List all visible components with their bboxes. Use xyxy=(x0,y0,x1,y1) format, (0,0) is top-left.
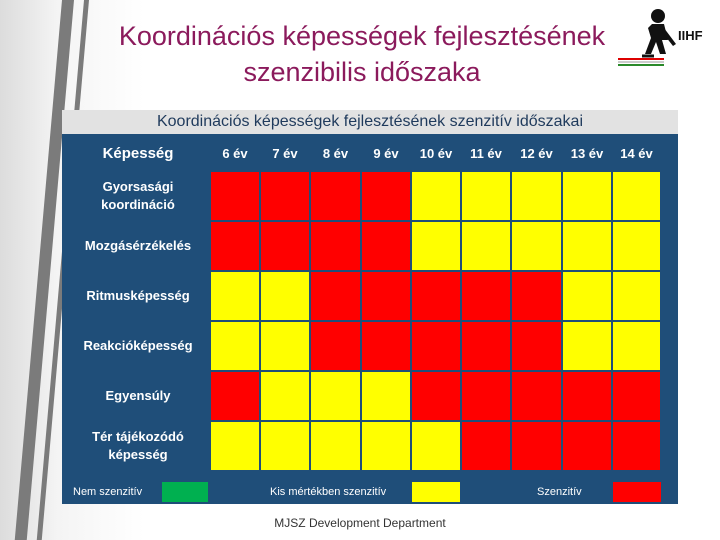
sensitivity-cell xyxy=(562,221,612,271)
table-row xyxy=(66,221,661,271)
sensitivity-cell xyxy=(461,371,511,421)
sensitivity-cell xyxy=(361,171,411,221)
table-row xyxy=(66,371,661,421)
sensitivity-cell xyxy=(612,271,661,321)
corner-header: Képesség xyxy=(66,135,210,171)
age-header: 10 év xyxy=(411,135,461,171)
sensitivity-cell xyxy=(260,171,310,221)
sensitivity-cell xyxy=(210,321,260,371)
iihf-logo xyxy=(618,6,710,68)
sensitivity-cell xyxy=(411,371,461,421)
sensitivity-cell xyxy=(260,221,310,271)
table-row xyxy=(66,321,661,371)
sensitivity-cell xyxy=(210,221,260,271)
table-caption: Koordinációs képességek fejlesztésének szenzitív időszakai xyxy=(62,110,678,134)
sensitivity-cell xyxy=(461,321,511,371)
row-label: Mozgásérzékelés xyxy=(66,221,210,271)
sensitivity-cell xyxy=(461,221,511,271)
sensitivity-cell xyxy=(260,321,310,371)
sensitivity-cell xyxy=(411,221,461,271)
sensitivity-cell xyxy=(310,371,361,421)
sensitivity-cell xyxy=(361,371,411,421)
age-header: 12 év xyxy=(511,135,562,171)
age-header: 9 év xyxy=(361,135,411,171)
sensitivity-cell xyxy=(461,271,511,321)
sensitivity-cell xyxy=(210,371,260,421)
slide-title: Koordinációs képességek fejlesztésének szenzibilis időszaka xyxy=(118,21,606,87)
age-header: 7 év xyxy=(260,135,310,171)
sensitivity-cell xyxy=(411,171,461,221)
table-row xyxy=(66,421,661,471)
sensitivity-cell xyxy=(511,321,562,371)
sensitivity-cell xyxy=(310,271,361,321)
header-row xyxy=(66,135,661,171)
sensitivity-cell xyxy=(361,421,411,471)
sensitivity-cell xyxy=(612,171,661,221)
sensitivity-cell xyxy=(511,421,562,471)
sensitivity-cell xyxy=(612,421,661,471)
sensitivity-cell xyxy=(562,421,612,471)
sensitivity-cell xyxy=(562,321,612,371)
sensitivity-cell xyxy=(411,271,461,321)
age-header: 14 év xyxy=(612,135,661,171)
legend-slightly-sensitive-swatch xyxy=(412,482,460,502)
age-header: 11 év xyxy=(461,135,511,171)
sensitivity-cell xyxy=(361,221,411,271)
logo-text: IIHF xyxy=(678,28,703,43)
sensitivity-cell xyxy=(511,171,562,221)
sensitivity-cell xyxy=(260,271,310,321)
sensitivity-cell xyxy=(210,171,260,221)
row-label: Reakcióképesség xyxy=(66,321,210,371)
row-label: Egyensúly xyxy=(66,371,210,421)
row-label: Ritmusképesség xyxy=(66,271,210,321)
sensitivity-cell xyxy=(411,321,461,371)
age-header: 6 év xyxy=(210,135,260,171)
sensitivity-cell xyxy=(310,171,361,221)
sensitivity-cell xyxy=(310,321,361,371)
sensitivity-cell xyxy=(612,321,661,371)
sensitivity-cell xyxy=(612,371,661,421)
legend-sensitive-swatch xyxy=(613,482,661,502)
legend xyxy=(65,482,661,502)
row-label: Gyorsasági koordináció xyxy=(66,171,210,221)
sensitivity-cell xyxy=(562,171,612,221)
sensitivity-cell xyxy=(210,421,260,471)
sensitivity-cell xyxy=(260,421,310,471)
table-row xyxy=(66,271,661,321)
sensitivity-cell xyxy=(511,271,562,321)
legend-sensitive-label: Szenzitív xyxy=(537,486,582,498)
legend-slightly-sensitive-label: Kis mértékben szenzitív xyxy=(270,486,387,498)
sensitivity-cell xyxy=(411,421,461,471)
sensitivity-cell xyxy=(310,421,361,471)
age-header: 13 év xyxy=(562,135,612,171)
sensitivity-cell xyxy=(361,271,411,321)
sensitivity-cell xyxy=(260,371,310,421)
row-label: Tér tájékozódó képesség xyxy=(66,421,210,471)
sensitivity-cell xyxy=(562,371,612,421)
sensitivity-cell xyxy=(511,371,562,421)
footer-text: MJSZ Development Department xyxy=(274,516,446,530)
sensitivity-cell xyxy=(612,221,661,271)
sensitivity-cell xyxy=(511,221,562,271)
sensitivity-cell xyxy=(562,271,612,321)
legend-not-sensitive-label: Nem szenzitív xyxy=(73,486,143,498)
sensitivity-cell xyxy=(361,321,411,371)
sensitivity-cell xyxy=(210,271,260,321)
legend-not-sensitive-swatch xyxy=(162,482,208,502)
table-row xyxy=(66,171,661,221)
sensitivity-cell xyxy=(310,221,361,271)
sensitivity-cell xyxy=(461,171,511,221)
sensitivity-cell xyxy=(461,421,511,471)
age-header: 8 év xyxy=(310,135,361,171)
sensitivity-table xyxy=(65,134,662,472)
